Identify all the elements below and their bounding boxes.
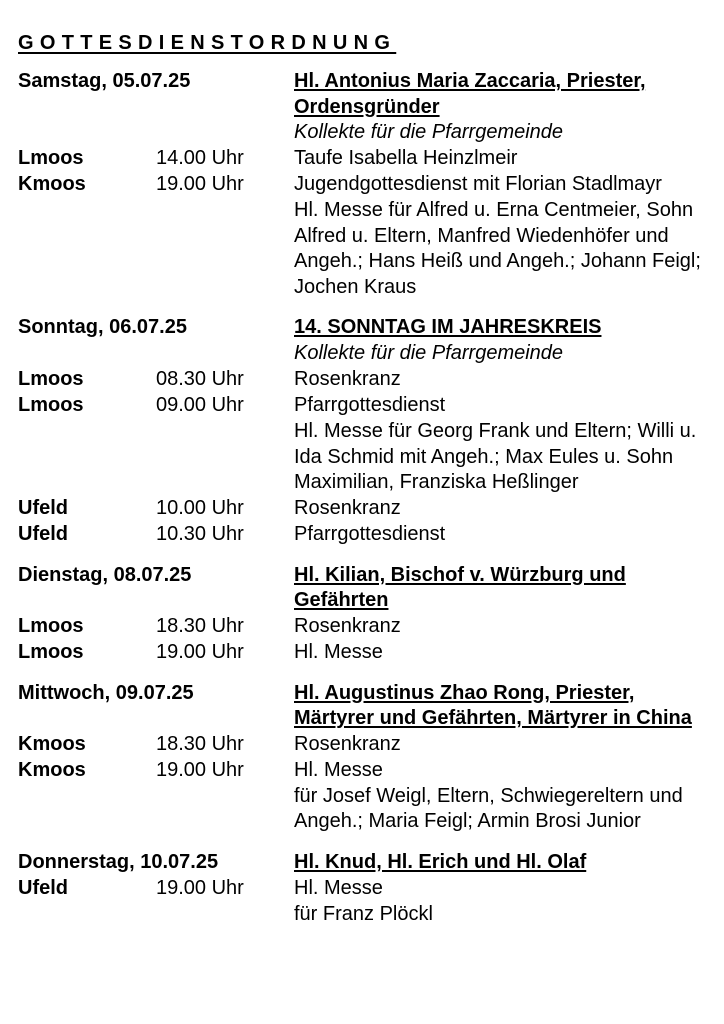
- feast-title: Hl. Knud, Hl. Erich und Hl. Olaf: [294, 850, 587, 873]
- collection-note: Kollekte für die Pfarrgemeinde: [294, 121, 564, 143]
- day-list: [18, 69, 708, 928]
- service-description: Hl. Messe: [294, 758, 383, 781]
- day-header: [18, 563, 708, 614]
- service-time: 09.00 Uhr: [156, 394, 244, 416]
- service-place: Kmoos: [18, 173, 86, 195]
- service-description: Rosenkranz: [294, 368, 401, 390]
- schedule-document: [18, 30, 708, 943]
- service-time: 19.00 Uhr: [156, 758, 244, 781]
- service-entry: [18, 496, 708, 522]
- day-block: [18, 681, 708, 835]
- service-entry: [18, 198, 708, 300]
- day-date: Samstag, 05.07.25: [18, 70, 191, 92]
- service-description: Rosenkranz: [294, 496, 401, 519]
- service-entry: [18, 902, 708, 928]
- service-place: Ufeld: [18, 496, 68, 519]
- day-block: [18, 315, 708, 548]
- service-description: Pfarrgottesdienst: [294, 522, 446, 545]
- day-header: [18, 850, 708, 876]
- service-place: Lmoos: [18, 640, 84, 663]
- service-entry: [18, 146, 708, 172]
- service-entry: [18, 522, 708, 548]
- service-time: 10.00 Uhr: [156, 496, 244, 519]
- service-place: Lmoos: [18, 147, 84, 169]
- service-description: für Franz Plöckl: [294, 902, 433, 925]
- service-time: 08.30 Uhr: [156, 368, 244, 390]
- service-place: Lmoos: [18, 614, 84, 637]
- day-block: [18, 69, 708, 300]
- service-description: Taufe Isabella Heinzlmeir: [294, 147, 518, 169]
- day-block: [18, 563, 708, 666]
- service-description: Rosenkranz: [294, 732, 401, 755]
- service-time: 19.00 Uhr: [156, 173, 244, 195]
- service-description: Jugendgottesdienst mit Florian Stadlmayr: [294, 173, 662, 195]
- service-description: Hl. Messe für Alfred u. Erna Centmeier, Sohn Alfred u. Eltern, Manfred Wiedenhöfer und Angeh.; Hans Heiß und Angeh.; Johann Feigl; Jochen Kraus: [294, 199, 701, 298]
- service-entry: [18, 732, 708, 758]
- feast-title: Hl. Augustinus Zhao Rong, Priester, Märtyrer und Gefährten, Märtyrer in China: [294, 681, 692, 729]
- service-description: Hl. Messe für Georg Frank und Eltern; Willi u. Ida Schmid mit Angeh.; Max Eules u. Sohn Maximilian, Franziska Heßlinger: [294, 420, 697, 493]
- service-place: Kmoos: [18, 758, 86, 781]
- feast-title: Hl. Antonius Maria Zaccaria, Priester, Ordensgründer: [294, 70, 646, 118]
- day-header: [18, 69, 708, 120]
- service-description: für Josef Weigl, Eltern, Schwiegereltern und Angeh.; Maria Feigl; Armin Brosi Junior: [294, 784, 683, 832]
- service-description: Rosenkranz: [294, 614, 401, 637]
- service-entry: [18, 876, 708, 902]
- service-place: Lmoos: [18, 368, 84, 390]
- feast-title: 14. SONNTAG IM JAHRESKREIS: [294, 316, 602, 338]
- page-title: GOTTESDIENSTORDNUNG: [18, 32, 397, 54]
- service-time: 18.30 Uhr: [156, 732, 244, 755]
- service-entry: [18, 367, 708, 393]
- service-time: 10.30 Uhr: [156, 522, 244, 545]
- service-entry: [18, 393, 708, 419]
- service-entry: [18, 172, 708, 198]
- collection-note: Kollekte für die Pfarrgemeinde: [294, 342, 564, 364]
- service-time: 19.00 Uhr: [156, 640, 244, 663]
- collection-row: [18, 120, 708, 146]
- day-date: Donnerstag, 10.07.25: [18, 850, 219, 873]
- day-header: [18, 315, 708, 341]
- service-description: Hl. Messe: [294, 640, 383, 663]
- service-time: 14.00 Uhr: [156, 147, 244, 169]
- day-block: [18, 850, 708, 928]
- feast-title: Hl. Kilian, Bischof v. Würzburg und Gefährten: [294, 563, 626, 611]
- service-place: Ufeld: [18, 876, 68, 899]
- day-date: Dienstag, 08.07.25: [18, 563, 192, 586]
- service-place: Kmoos: [18, 732, 86, 755]
- day-header: [18, 681, 708, 732]
- service-entry: [18, 640, 708, 666]
- service-entry: [18, 614, 708, 640]
- service-description: Pfarrgottesdienst: [294, 394, 446, 416]
- service-entry: [18, 419, 708, 496]
- collection-row: [18, 341, 708, 367]
- service-entry: [18, 758, 708, 784]
- service-description: Hl. Messe: [294, 876, 383, 899]
- service-entry: [18, 784, 708, 835]
- day-date: Sonntag, 06.07.25: [18, 316, 187, 338]
- service-place: Ufeld: [18, 522, 68, 545]
- service-place: Lmoos: [18, 394, 84, 416]
- service-time: 19.00 Uhr: [156, 876, 244, 899]
- service-time: 18.30 Uhr: [156, 614, 244, 637]
- day-date: Mittwoch, 09.07.25: [18, 681, 194, 704]
